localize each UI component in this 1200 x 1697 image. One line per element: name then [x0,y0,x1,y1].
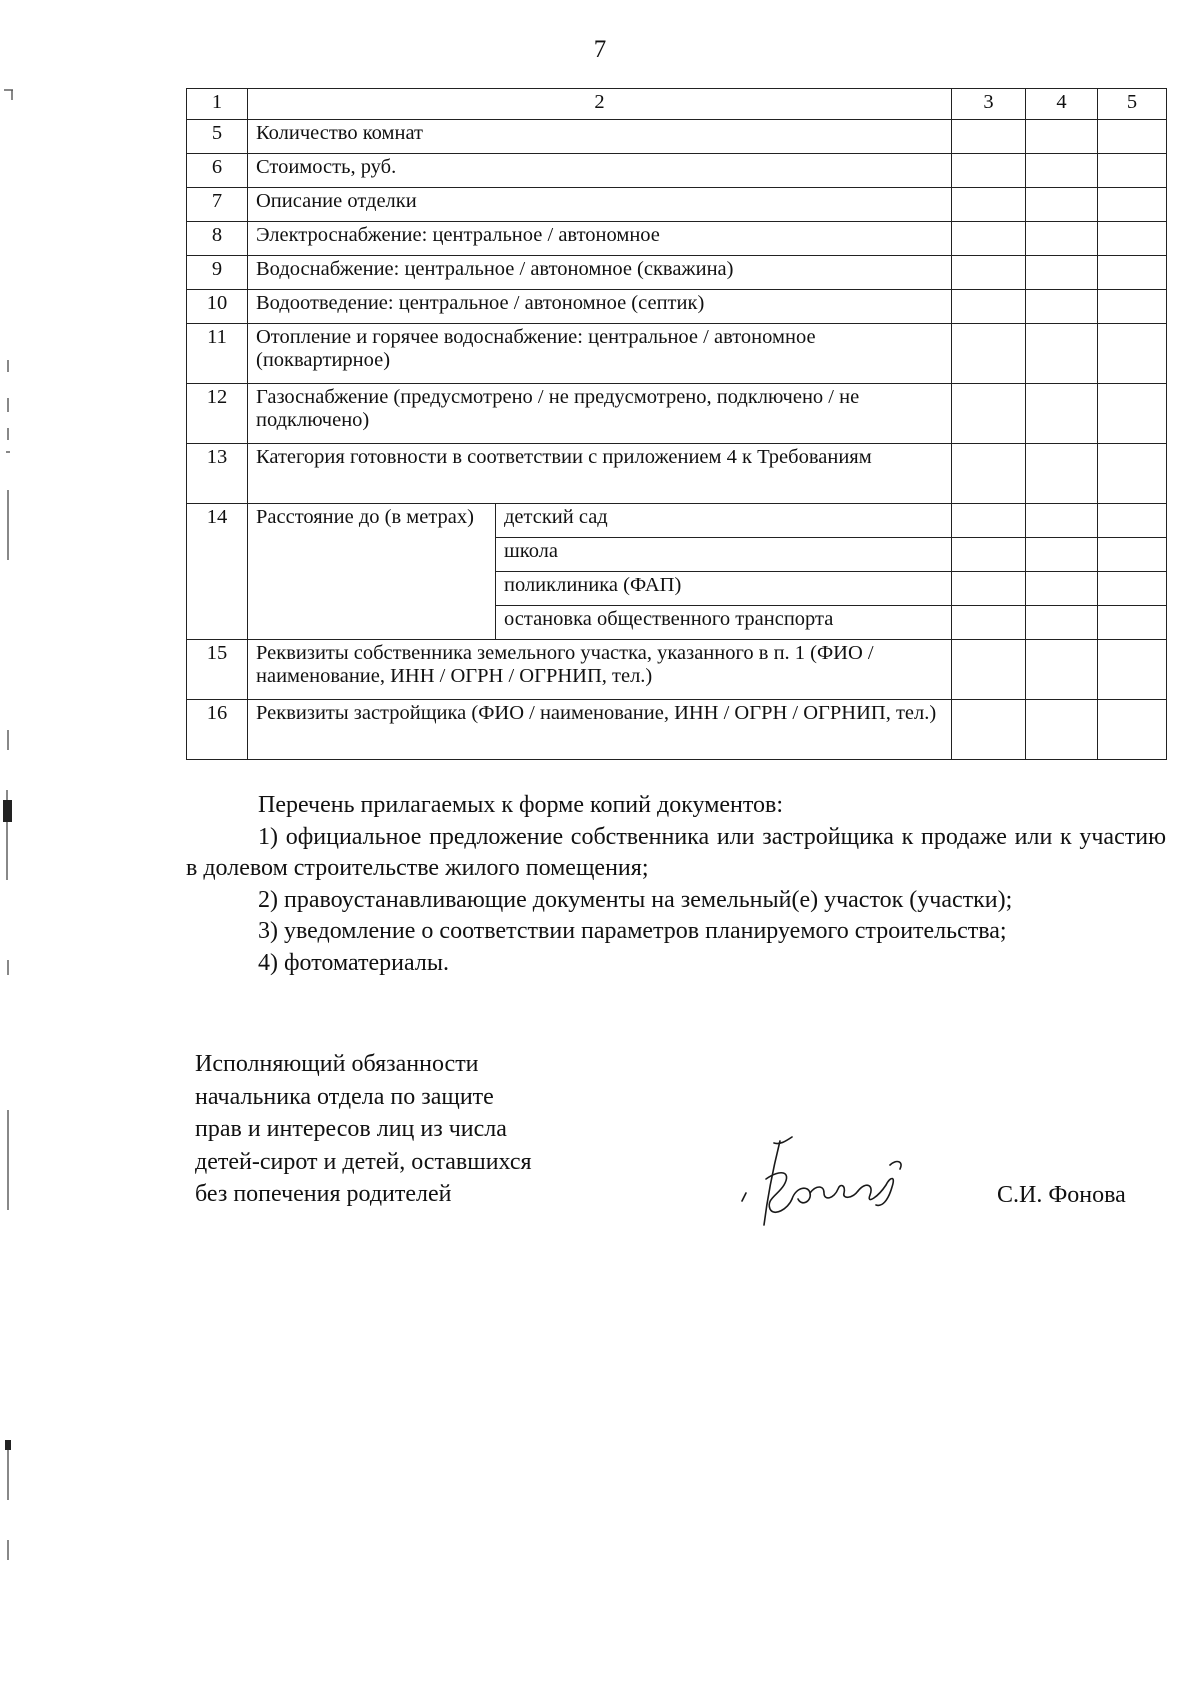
empty-cell [952,154,1026,188]
empty-cell [952,700,1026,760]
table-row [187,290,1167,324]
empty-cell [952,188,1026,222]
row-label: Отопление и горячее водоснабжение: центральное / автономное (поквартирное) [248,324,952,384]
table-row [187,188,1167,222]
empty-cell [1026,700,1098,760]
header-cell-1: 1 [187,89,248,120]
empty-cell [1098,606,1167,640]
empty-cell [952,606,1026,640]
empty-cell [1098,324,1167,384]
empty-cell [1026,154,1098,188]
position-line: прав и интересов лиц из числа [195,1116,507,1142]
empty-cell [1098,154,1167,188]
list-item: 4) фотоматериалы. [258,949,449,976]
list-item: 3) уведомление о соответствии параметров планируемого строительства; [258,918,1007,944]
row-label: Электроснабжение: центральное / автономное [248,222,952,256]
distance-subitem: детский сад [496,504,952,538]
row-label: Количество комнат [248,120,952,154]
header-cell-2: 2 [248,89,952,120]
row-number: 6 [187,154,248,188]
empty-cell [1026,290,1098,324]
page-number: 7 [593,36,607,63]
list-item: 2) правоустанавливающие документы на земельный(е) участок (участки); [258,886,1013,913]
empty-cell [1026,120,1098,154]
row-number: 14 [187,504,248,640]
table-row [187,504,1167,538]
empty-cell [952,256,1026,290]
empty-cell [952,222,1026,256]
position-line: начальника отдела по защите [195,1083,494,1110]
row-number: 15 [187,640,248,700]
empty-cell [1098,256,1167,290]
signer-position [195,1048,635,1211]
empty-cell [1098,222,1167,256]
header-cell-5: 5 [1098,89,1167,120]
row-number: 5 [187,120,248,154]
header-cell-3: 3 [952,89,1026,120]
empty-cell [952,290,1026,324]
table-row [187,256,1167,290]
position-line: без попечения родителей [195,1181,452,1207]
empty-cell [1098,384,1167,444]
row-number: 7 [187,188,248,222]
empty-cell [1098,444,1167,504]
row-number: 9 [187,256,248,290]
table-row [187,384,1167,444]
distance-subitem: школа [496,538,952,572]
row-number: 10 [187,290,248,324]
empty-cell [1026,640,1098,700]
row-label: Категория готовности в соответствии с приложением 4 к Требованиям [248,444,952,504]
row-number: 13 [187,444,248,504]
empty-cell [1098,538,1167,572]
signer-name: С.И. Фонова [997,1182,1126,1208]
attachments-title: Перечень прилагаемых к форме копий документов: [258,792,784,818]
empty-cell [1026,188,1098,222]
empty-cell [1098,188,1167,222]
empty-cell [952,572,1026,606]
row-number: 11 [187,324,248,384]
handwritten-signature-icon [740,1135,930,1230]
row-label: Реквизиты застройщика (ФИО / наименование, ИНН / ОГРН / ОГРНИП, тел.) [248,700,952,760]
empty-cell [1098,120,1167,154]
empty-cell [952,384,1026,444]
empty-cell [1098,700,1167,760]
row-number: 8 [187,222,248,256]
row-label: Описание отделки [248,188,952,222]
table-row [187,444,1167,504]
empty-cell [952,324,1026,384]
empty-cell [952,504,1026,538]
row-number: 16 [187,700,248,760]
distance-subitem: остановка общественного транспорта [496,606,952,640]
empty-cell [1098,572,1167,606]
empty-cell [952,640,1026,700]
empty-cell [1026,572,1098,606]
row-label: Расстояние до (в метрах) [248,504,496,640]
empty-cell [952,444,1026,504]
empty-cell [1026,384,1098,444]
list-item: 1) официальное предложение собственника или застройщика к продаже или к участию в долевом строительстве жилого помещения; [186,823,1166,881]
row-label: Газоснабжение (предусмотрено / не предусмотрено, подключено / не подключено) [248,384,952,444]
empty-cell [1026,504,1098,538]
empty-cell [1026,324,1098,384]
empty-cell [1098,504,1167,538]
distance-subitem: поликлиника (ФАП) [496,572,952,606]
empty-cell [1098,290,1167,324]
attachments-list [186,790,1166,979]
row-label: Водоотведение: центральное / автономное (септик) [248,290,952,324]
table-row [187,154,1167,188]
empty-cell [1026,222,1098,256]
row-label: Реквизиты собственника земельного участка, указанного в п. 1 (ФИО / наименование, ИНН / ОГРН / ОГРНИП, тел.) [248,640,952,700]
empty-cell [1098,640,1167,700]
empty-cell [952,538,1026,572]
empty-cell [1026,606,1098,640]
table-header-row [187,89,1167,120]
header-cell-4: 4 [1026,89,1098,120]
empty-cell [1026,538,1098,572]
scan-edge-marks-icon [0,0,14,1697]
empty-cell [952,120,1026,154]
row-number: 12 [187,384,248,444]
table-row [187,324,1167,384]
position-line: Исполняющий обязанности [195,1051,479,1077]
table-row [187,120,1167,154]
empty-cell [1026,444,1098,504]
row-label: Стоимость, руб. [248,154,952,188]
position-line: детей-сирот и детей, оставшихся [195,1148,532,1175]
row-label: Водоснабжение: центральное / автономное (скважина) [248,256,952,290]
property-form-table [186,88,1167,760]
table-row [187,222,1167,256]
table-row [187,700,1167,760]
empty-cell [1026,256,1098,290]
table-row [187,640,1167,700]
